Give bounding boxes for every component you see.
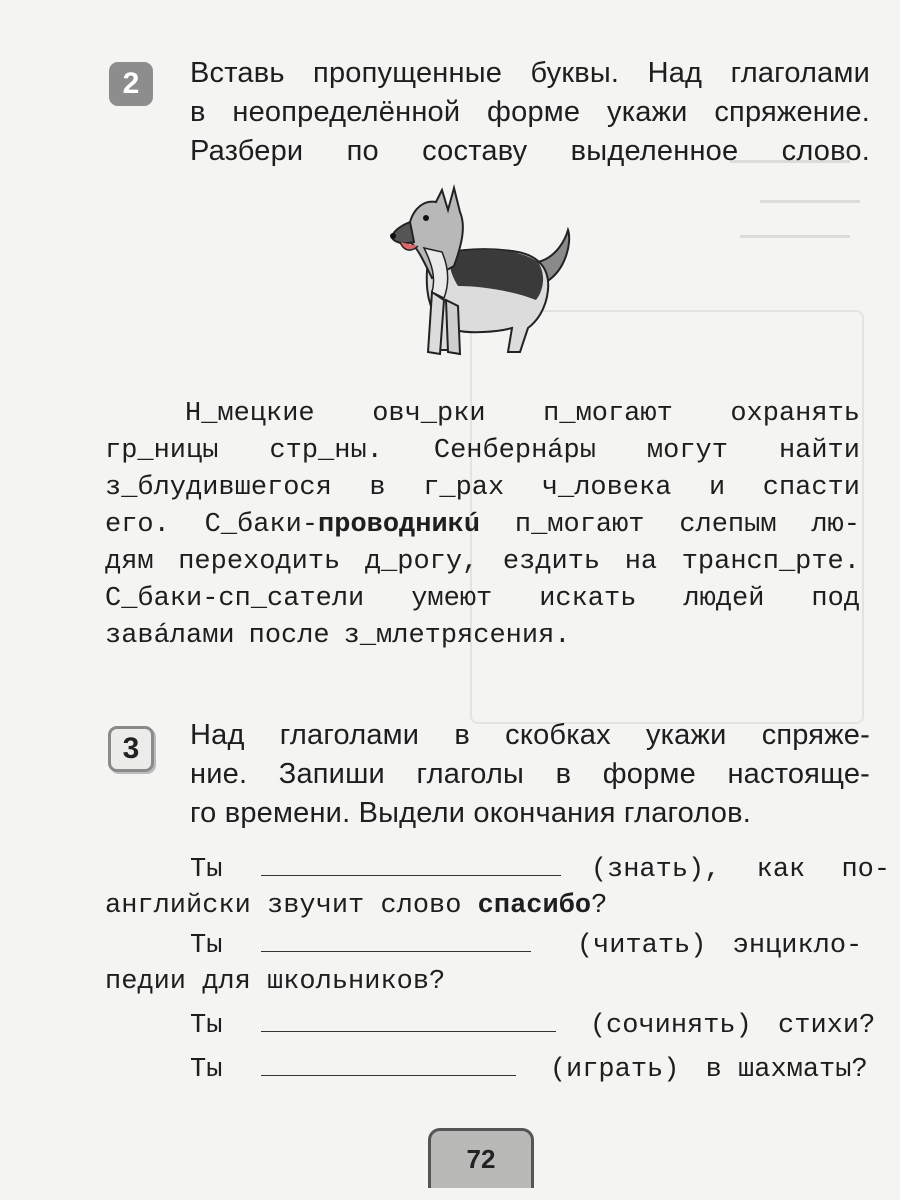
pronoun: Ты — [190, 1055, 223, 1085]
word: его. — [105, 510, 170, 540]
task2-instruction — [190, 54, 870, 171]
page-number: 72 — [428, 1128, 534, 1188]
exercise-line — [190, 1052, 868, 1089]
pronoun: Ты — [190, 1011, 223, 1041]
pronoun: Ты — [190, 931, 223, 961]
exercise-line — [190, 852, 890, 889]
verb-hint: (сочинять) — [589, 1011, 752, 1041]
text-line — [105, 618, 860, 655]
word: С_баки- — [204, 510, 319, 540]
verb-hint: (знать), — [590, 855, 721, 885]
word: з_блудившегося — [105, 473, 332, 503]
word: после — [248, 621, 330, 651]
word: з_млетрясения. — [343, 621, 571, 651]
text-line — [105, 544, 860, 581]
exercise-line — [190, 928, 862, 965]
word: г_рах — [423, 473, 505, 503]
word: трансп_рте. — [681, 547, 860, 577]
word: стр_ны. — [269, 436, 383, 466]
punctuation: ? — [591, 891, 608, 921]
text-line — [105, 433, 860, 470]
word: энциклo- — [732, 931, 863, 961]
instruction-line: Разбери по составу выделенное слово. — [190, 135, 870, 167]
word: п_могают — [543, 399, 673, 429]
verb-hint: (читать) — [576, 931, 707, 961]
word: в шахматы? — [705, 1055, 868, 1085]
german-shepherd-dog-illustration — [388, 182, 578, 362]
instruction-line: го времени. Выдели окончания глаголов. — [190, 797, 751, 829]
word: ездить — [502, 547, 601, 577]
instruction-line: Вставь пропущенные буквы. Над глаголами — [190, 57, 870, 89]
task2-text — [105, 396, 860, 655]
sentence-text: английски звучит слово — [105, 891, 462, 921]
word: искать — [539, 584, 637, 614]
word: д_рогу, — [364, 547, 479, 577]
answer-blank[interactable] — [261, 853, 561, 876]
task-number-badge: 3 — [108, 726, 154, 772]
word: могут — [646, 436, 728, 466]
task-number-badge: 2 — [109, 62, 153, 106]
answer-blank[interactable] — [261, 929, 531, 952]
word: спасти — [762, 473, 860, 503]
word: завáлами — [105, 621, 235, 651]
text-line — [105, 507, 860, 544]
word: С_баки-сп_сатели — [105, 584, 365, 614]
highlighted-word: спасибо — [477, 891, 592, 921]
word: в — [369, 473, 386, 503]
word: охранять — [730, 399, 860, 429]
text-line — [105, 470, 860, 507]
word-compound — [205, 507, 480, 544]
text-line — [105, 581, 860, 618]
word: дям — [105, 547, 154, 577]
word: по- — [841, 855, 891, 885]
word: переходить — [178, 547, 341, 577]
word: слепым — [679, 510, 777, 540]
task3-instruction — [190, 716, 870, 833]
instruction-line: Над глаголами в скобках укажи спряже- — [190, 719, 870, 751]
word: стихи? — [778, 1011, 876, 1041]
word: ч_ловека — [541, 473, 672, 503]
verb-hint: (играть) — [549, 1055, 680, 1085]
word: на — [624, 547, 658, 577]
pronoun: Ты — [190, 855, 223, 885]
instruction-line: в неопределённой форме укажи спряжение. — [190, 96, 870, 128]
instruction-line: ние. Запиши глаголы в форме настояще- — [190, 758, 870, 790]
exercise-line — [105, 964, 445, 1001]
word: и — [709, 473, 726, 503]
word: найти — [778, 436, 860, 466]
answer-blank[interactable] — [261, 1009, 556, 1032]
word: лю- — [811, 510, 860, 540]
word: умеют — [411, 584, 493, 614]
word: гр_ницы — [105, 436, 219, 466]
sentence-text: педии для школьников? — [105, 967, 446, 997]
word: Н_мецкие — [185, 399, 315, 429]
word: п_могают — [514, 510, 645, 540]
word: людей — [683, 584, 765, 614]
exercise-line — [105, 888, 607, 925]
text-line — [105, 396, 860, 433]
exercise-line — [190, 1008, 875, 1045]
highlighted-word: проводникú — [318, 510, 481, 540]
answer-blank[interactable] — [261, 1053, 516, 1076]
word: овч_рки — [372, 399, 486, 429]
word: как — [756, 855, 806, 885]
word: под — [811, 584, 860, 614]
word: Сенбернáры — [433, 436, 596, 466]
